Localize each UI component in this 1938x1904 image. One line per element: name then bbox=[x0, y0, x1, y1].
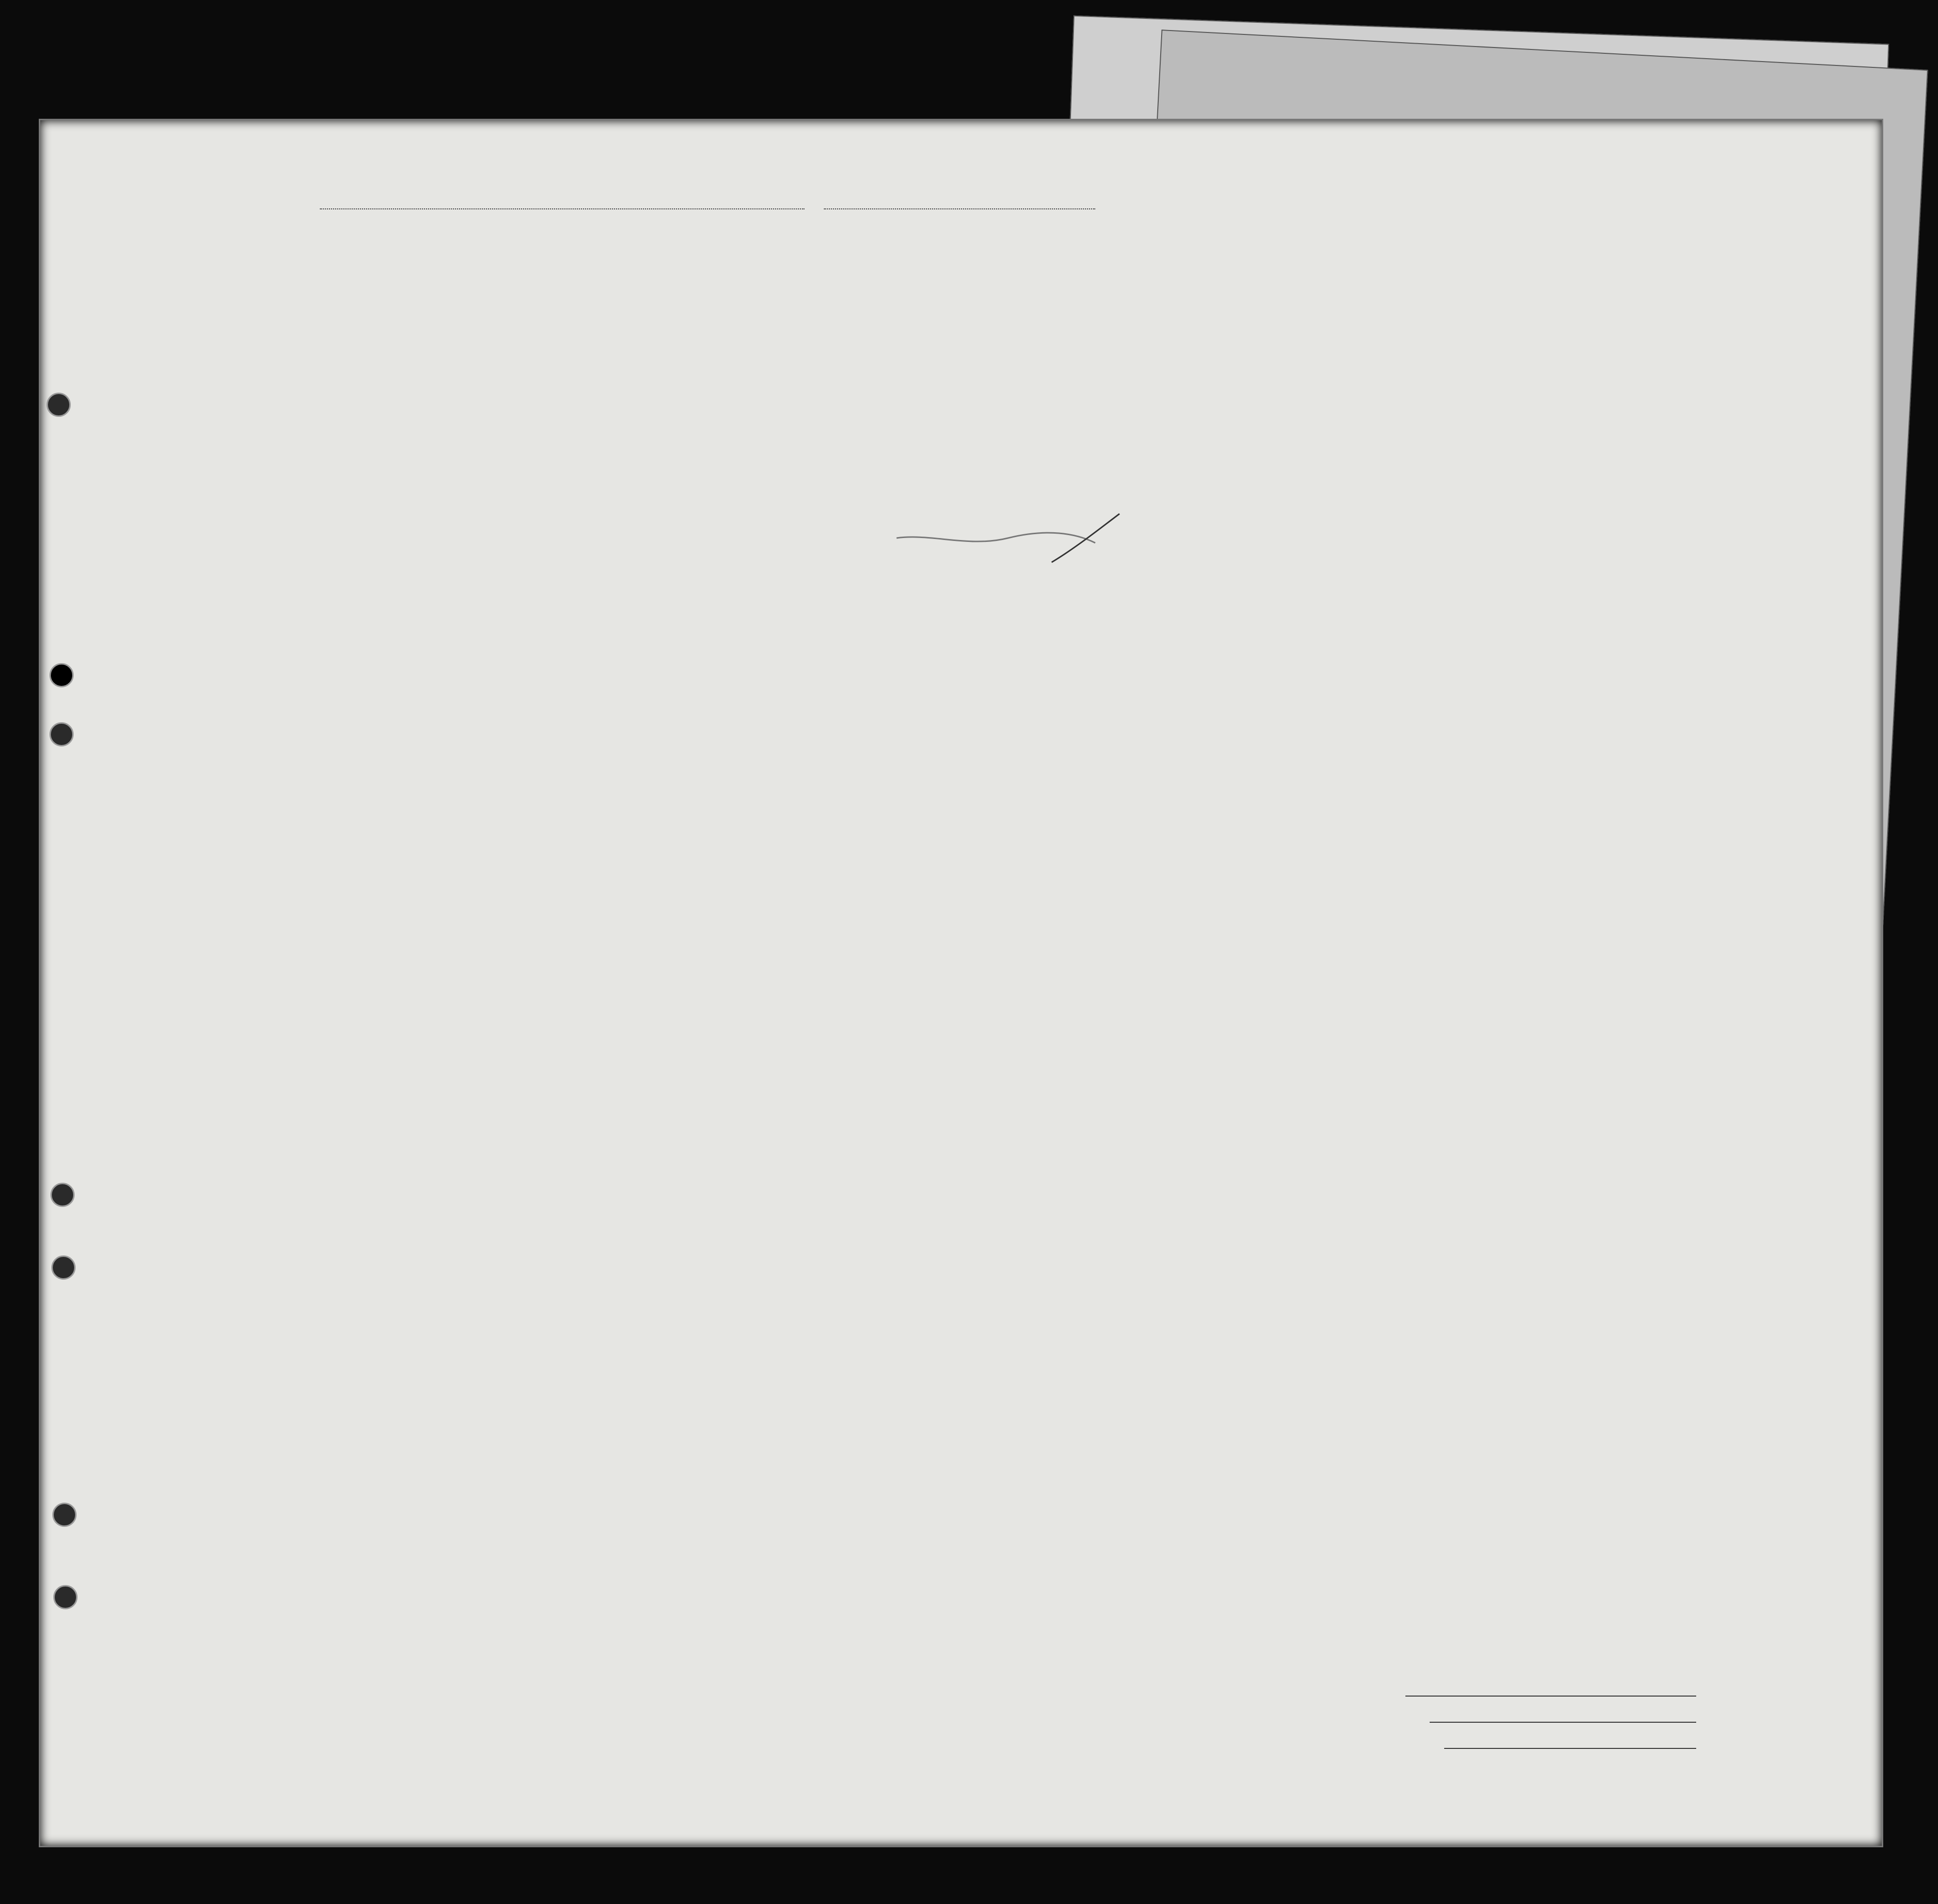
footer-agents-rule bbox=[1444, 1748, 1696, 1749]
footer-line-rule bbox=[1405, 1696, 1696, 1697]
handwritten-scrawl bbox=[892, 504, 1163, 572]
footer-owners-rule bbox=[1430, 1722, 1696, 1723]
